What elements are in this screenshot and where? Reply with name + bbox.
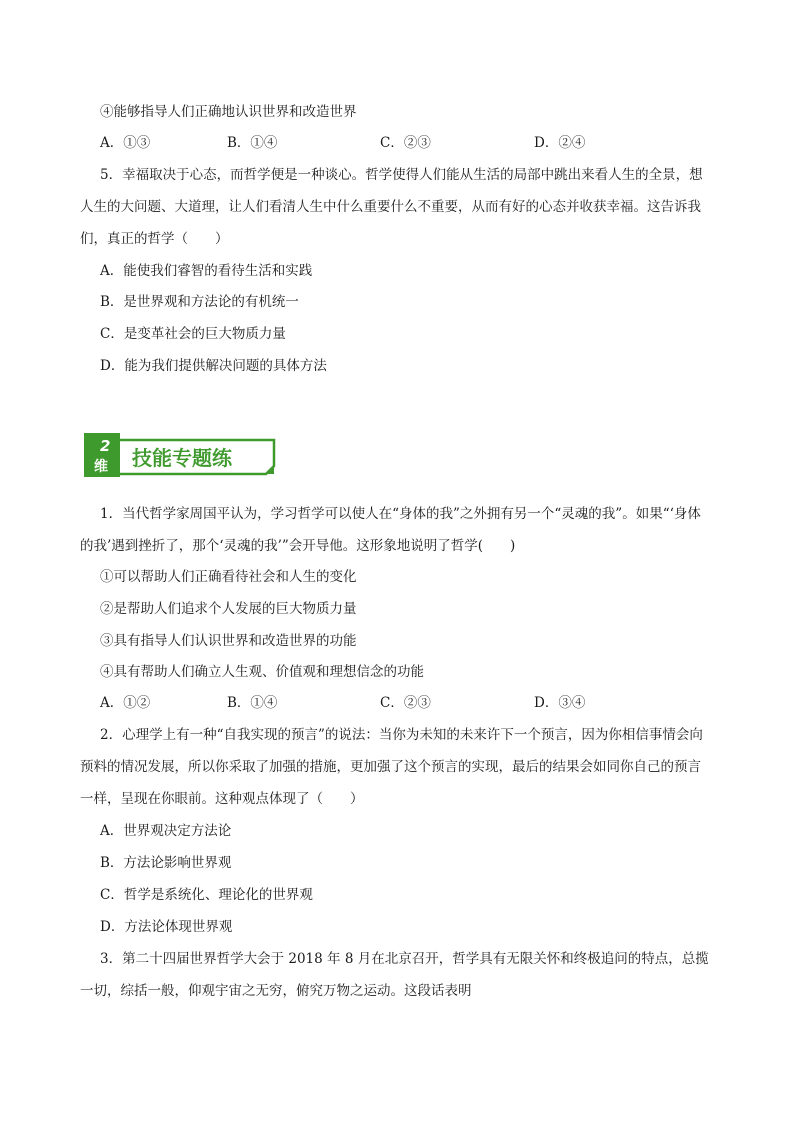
option-c: C．②③ [380, 135, 431, 151]
section-title: 技能专题练 [132, 446, 232, 470]
option-c: C．②③ [380, 695, 431, 711]
q5-stem-line-2: 人生的大问题、大道理，让人们看清人生中什么重要什么不重要，从而有好的心态并收获幸福。这告诉我 [80, 199, 701, 215]
option-d: D．③④ [534, 695, 586, 711]
s2q3-stem-line-2: 一切，综括一般，仰观宇宙之无穷，俯究万物之运动。这段话表明 [80, 983, 472, 999]
badge-char: 维 [94, 459, 108, 475]
option-a: A．①② [100, 695, 151, 711]
q5-choice-a: A．能使我们睿智的看待生活和实践 [100, 263, 313, 279]
q5-stem-line-3: 们，真正的哲学（ ） [80, 231, 229, 247]
option-b: B．①④ [227, 135, 278, 151]
section-banner-graphic [84, 430, 276, 480]
s2q3-stem-line-1: 3．第二十四届世界哲学大会于 2018 年 8 月在北京召开，哲学具有无限关怀和终极追问的特点，总揽 [100, 951, 709, 967]
s2q1-item-3: ③具有指导人们认识世界和改造世界的功能 [100, 633, 357, 649]
q5-choice-d: D．能为我们提供解决问题的具体方法 [100, 358, 327, 374]
q5-choice-c: C．是变革社会的巨大物质力量 [100, 326, 286, 342]
s2q2-choice-c: C．哲学是系统化、理论化的世界观 [100, 887, 313, 903]
section-banner [84, 430, 276, 480]
option-a: A．①③ [100, 135, 151, 151]
q5-stem-line-1: 5．幸福取决于心态，而哲学便是一种谈心。哲学使得人们能从生活的局部中跳出来看人生的全景，想 [100, 167, 703, 183]
s2q1-stem-line-2: 的我’遇到挫折了，那个‘灵魂的我’”会开导他。这形象地说明了哲学( ) [80, 538, 516, 554]
s2q1-item-2: ②是帮助人们追求个人发展的巨大物质力量 [100, 601, 357, 617]
s2q1-stem-line-1: 1．当代哲学家周国平认为，学习哲学可以使人在“身体的我”之外拥有另一个“灵魂的我”。如果“‘身体 [100, 506, 701, 522]
badge-number: 2 [100, 437, 111, 455]
option-d: D．②④ [534, 135, 586, 151]
s2q2-stem-line-1: 2．心理学上有一种“自我实现的预言”的说法：当你为未知的未来许下一个预言，因为你相信事情会向 [100, 727, 703, 743]
s2q2-choice-b: B．方法论影响世界观 [100, 855, 232, 871]
s2q1-item-1: ①可以帮助人们正确看待社会和人生的变化 [100, 569, 357, 585]
s2q2-choice-d: D．方法论体现世界观 [100, 919, 233, 935]
option-item-4: ④能够指导人们正确地认识世界和改造世界 [100, 104, 357, 120]
s2q2-stem-line-3: 一样，呈现在你眼前。这种观点体现了（ ） [80, 791, 364, 807]
title-bar-corner [266, 466, 274, 474]
option-b: B．①④ [227, 695, 278, 711]
s2q1-item-4: ④具有帮助人们确立人生观、价值观和理想信念的功能 [100, 664, 424, 680]
s2q2-choice-a: A．世界观决定方法论 [100, 823, 232, 839]
q5-choice-b: B．是世界观和方法论的有机统一 [100, 294, 299, 310]
s2q2-stem-line-2: 预料的情况发展，所以你采取了加强的措施，更加强了这个预言的实现，最后的结果会如同你自己的预言 [80, 759, 701, 775]
